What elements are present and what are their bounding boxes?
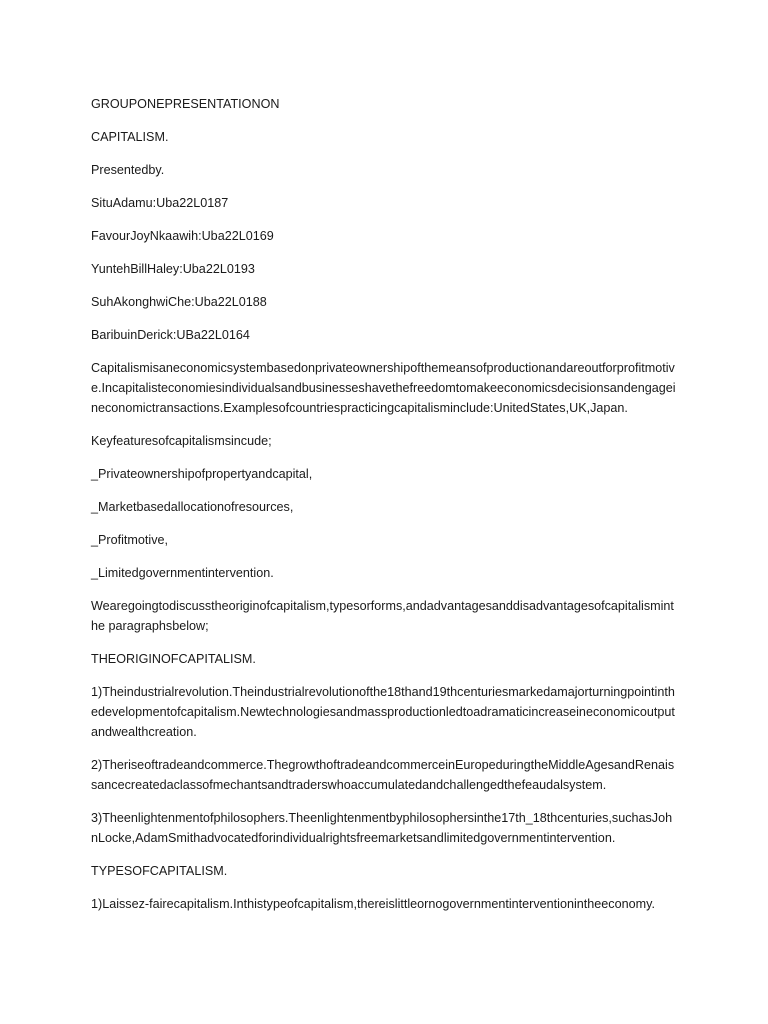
feature-item: _Profitmotive,: [91, 533, 168, 547]
origin-point: 1)Theindustrialrevolution.Theindustrialrevolutionofthe18thand19thcenturiesmarkedamajorturningpointinthedevelopmentofcapitalism.Newtechnologiesandmassproductionledtoadramaticincreaseineconomicoutputandwealthcreation.: [91, 685, 675, 739]
presentation-heading: GROUPONEPRESENTATIONON: [91, 97, 280, 111]
types-heading: TYPESOFCAPITALISM.: [91, 864, 228, 878]
origin-heading: THEORIGINOFCAPITALISM.: [91, 652, 256, 666]
presenter-item: YuntehBillHaley:Uba22L0193: [91, 262, 255, 276]
presenter-item: BaribuinDerick:UBa22L0164: [91, 328, 250, 342]
presenter-item: SuhAkonghwiChe:Uba22L0188: [91, 295, 267, 309]
topic-title: CAPITALISM.: [91, 130, 169, 144]
key-features-heading: Keyfeaturesofcapitalismsincude;: [91, 434, 272, 448]
definition-paragraph: Capitalismisaneconomicsystembasedonprivateownershipofthemeansofproductionandareoutforprofitmotive.Incapitalisteconomiesindividualsandbusinesseshavethefreedomtomakeeconomicsdecisionsandengageineconomictransactions.Examplesofcountriespracticingcapitalisminclude:UnitedStates,UK,Japan.: [91, 361, 676, 415]
type-point: 1)Laissez-fairecapitalism.Inthistypeofcapitalism,thereislittleornogovernmentinterventionintheeconomy.: [91, 897, 655, 911]
feature-item: _Limitedgovernmentintervention.: [91, 566, 274, 580]
feature-item: _Marketbasedallocationofresources,: [91, 500, 294, 514]
origin-point: 3)Theenlightenmentofphilosophers.Theenlightenmentbyphilosophersinthe17th_18thcenturies,suchasJohnLocke,AdamSmithadvocatedforindividualrightsfreemarketsandlimitedgovernmentintervention.: [91, 811, 673, 845]
intro-paragraph: Wearegoingtodiscusstheoriginofcapitalism,typesorforms,andadvantagesanddisadvantagesofcapitalisminthe paragraphsbelow;: [91, 599, 674, 633]
presenter-item: FavourJoyNkaawih:Uba22L0169: [91, 229, 274, 243]
document-body: [91, 94, 679, 927]
feature-item: _Privateownershipofpropertyandcapital,: [91, 467, 313, 481]
presented-by-label: Presentedby.: [91, 163, 165, 177]
origin-point: 2)Theriseoftradeandcommerce.ThegrowthoftradeandcommerceinEuropeduringtheMiddleAgesandRenaissancecreatedaclassofmechantsandtraderswhoaccumulatedandchallengedthefeaudalsystem.: [91, 758, 675, 792]
presenter-item: SituAdamu:Uba22L0187: [91, 196, 229, 210]
